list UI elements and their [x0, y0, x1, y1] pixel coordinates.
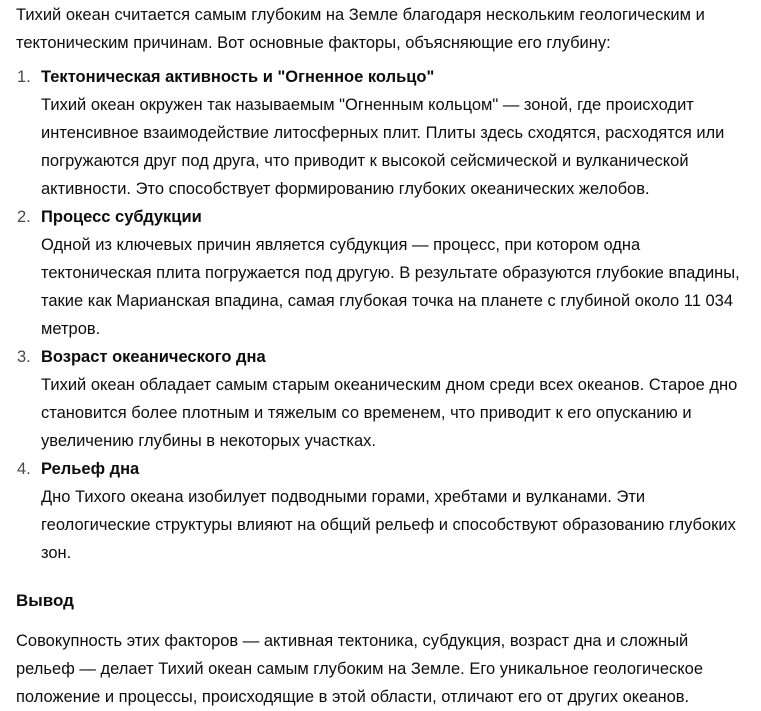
factors-list [16, 63, 745, 567]
list-item [16, 455, 745, 567]
list-item [16, 203, 745, 343]
list-item-title: Возраст океанического дна [41, 348, 266, 366]
list-item [16, 63, 745, 203]
conclusion-paragraph: Совокупность этих факторов — активная тектоника, субдукция, возраст дна и сложный рельеф — делает Тихий океан самым глубоким на Земле. Его уникальное геологическое положение и процессы, происходящие в этой области, отличают его от других океанов. [16, 632, 704, 706]
list-number: 2. [17, 208, 31, 226]
list-item-text: Тихий океан окружен так называемым "Огненным кольцом" — зоной, где происходит интенсивное взаимодействие литосферных плит. Плиты здесь сходятся, расходятся или погружаются друг под друга, что приводит к высокой сейсмической и вулканической активности. Это способствует формированию глубоких океанических желобов. [41, 96, 725, 198]
list-number: 3. [17, 348, 31, 366]
intro-paragraph: Тихий океан считается самым глубоким на Земле благодаря нескольким геологическим и тектоническим причинам. Вот основные факторы, объясняющие его глубину: [16, 6, 705, 52]
list-item [16, 343, 745, 455]
list-item-title: Рельеф дна [41, 460, 140, 478]
list-item-text: Тихий океан обладает самым старым океаническим дном среди всех океанов. Старое дно становится более плотным и тяжелым со временем, что приводит к его опусканию и увеличению глубины в некоторых участках. [41, 376, 738, 450]
list-item-text: Одной из ключевых причин является субдукция — процесс, при котором одна тектоническая плита погружается под другую. В результате образуются глубокие впадины, такие как Марианская впадина, самая глубокая точка на планете с глубиной около 11 034 метров. [41, 236, 740, 338]
list-item-text: Дно Тихого океана изобилует подводными горами, хребтами и вулканами. Эти геологические структуры влияют на общий рельеф и способствуют образованию глубоких зон. [41, 488, 736, 562]
conclusion-heading: Вывод [16, 591, 74, 610]
list-item-title: Процесс субдукции [41, 208, 202, 226]
list-number: 4. [17, 460, 31, 478]
list-number: 1. [17, 68, 31, 86]
list-item-title: Тектоническая активность и "Огненное кольцо" [41, 68, 435, 86]
